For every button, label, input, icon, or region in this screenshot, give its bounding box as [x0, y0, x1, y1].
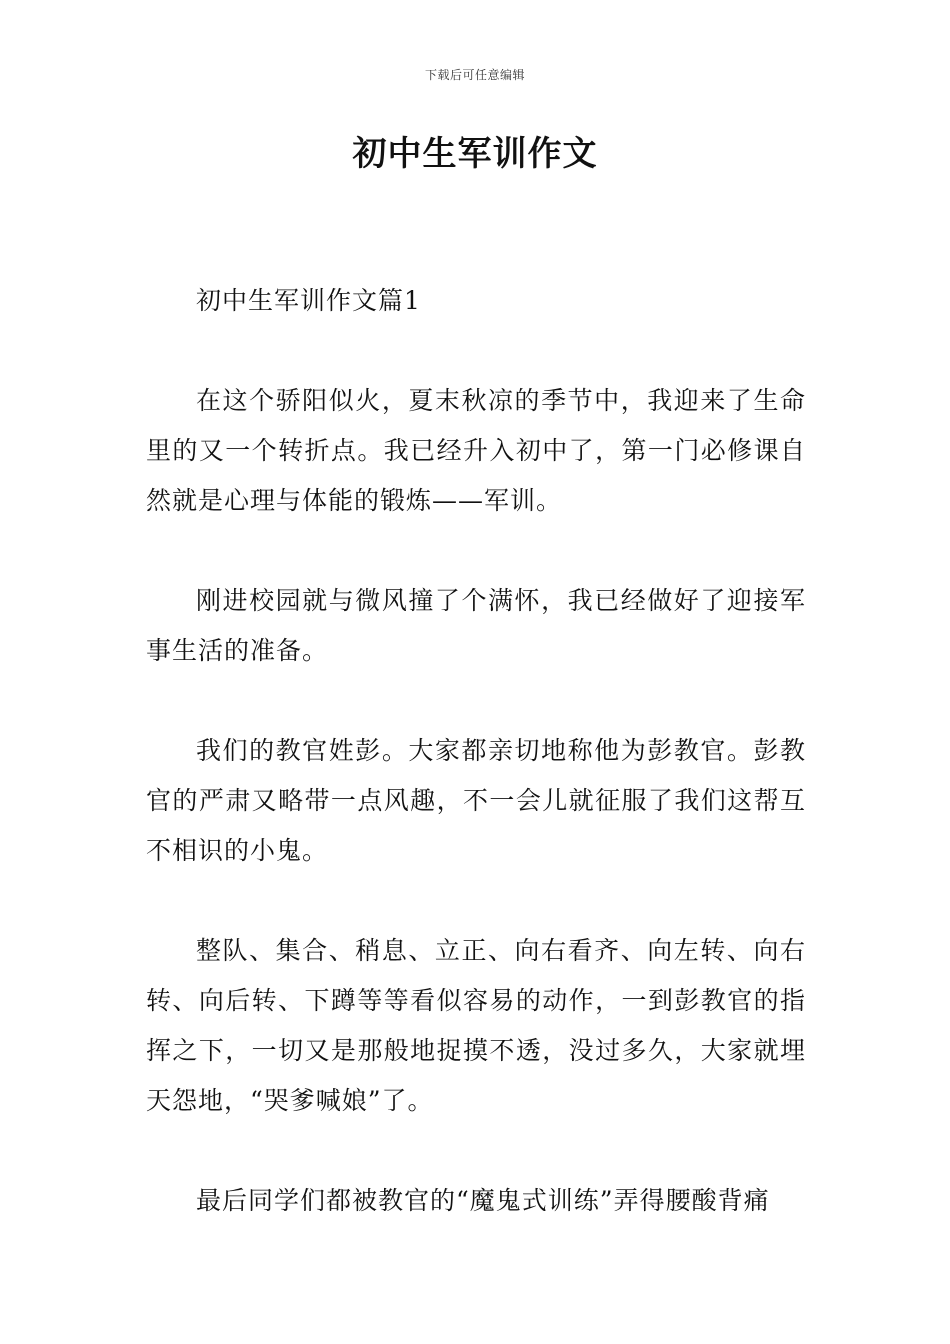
paragraph: 整队、集合、稍息、立正、向右看齐、向左转、向右转、向后转、下蹲等等看似容易的动作，一到彭教官的指挥之下，一切又是那般地捉摸不透，没过多久，大家就埋天怨地，“哭爹喊娘”了。 — [146, 936, 806, 1115]
document-body — [146, 276, 806, 1276]
document-title: 初中生军训作文 — [352, 134, 598, 174]
paragraph: 我们的教官姓彭。大家都亲切地称他为彭教官。彭教官的严肃又略带一点风趣，不一会儿就征服了我们这帮互不相识的小鬼。 — [146, 736, 806, 865]
header-note: 下载后可任意编辑 — [424, 68, 525, 82]
paragraph: 在这个骄阳似火，夏末秋凉的季节中，我迎来了生命里的又一个转折点。我已经升入初中了，第一门必修课自然就是心理与体能的锻炼——军训。 — [146, 386, 806, 515]
paragraph: 最后同学们都被教官的“魔鬼式训练”弄得腰酸背痛 — [196, 1186, 770, 1215]
section-heading: 初中生军训作文篇1 — [196, 286, 421, 315]
paragraph: 刚进校园就与微风撞了个满怀，我已经做好了迎接军事生活的准备。 — [146, 586, 806, 665]
